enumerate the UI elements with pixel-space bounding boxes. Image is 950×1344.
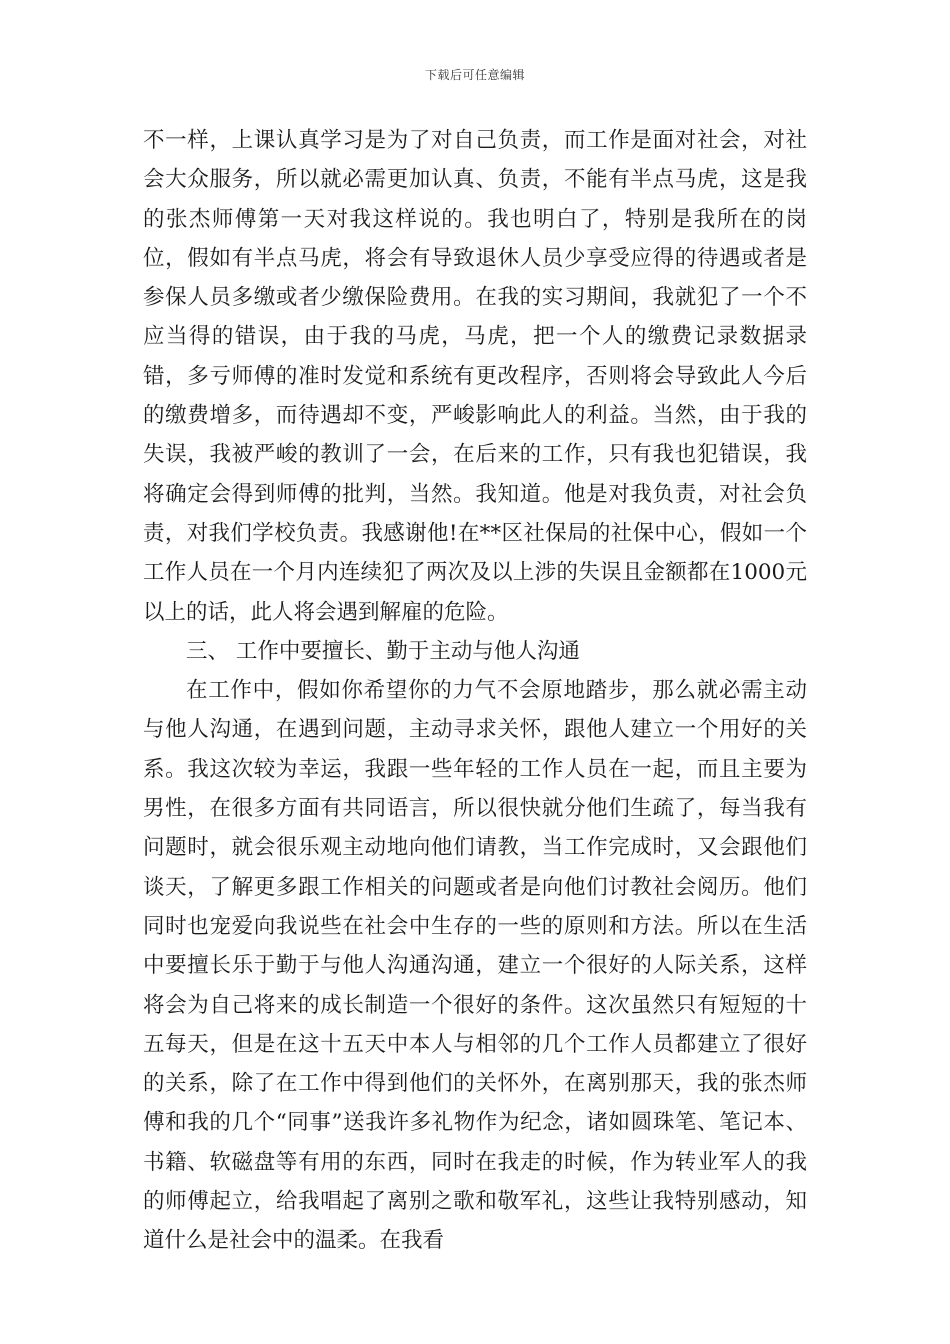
document-body bbox=[143, 121, 807, 1261]
paragraph-mistakes: 不一样，上课认真学习是为了对自己负责，而工作是面对社会，对社会大众服务，所以就必需更加认真、负责，不能有半点马虎，这是我的张杰师傅第一天对我这样说的。我也明白了，特别是我所在的岗位，假如有半点马虎，将会有导致退休人员少享受应得的待遇或者是参保人员多缴或者少缴保险费用。在我的实习期间，我就犯了一个不应当得的错误，由于我的马虎，马虎，把一个人的缴费记录数据录错，多亏师傅的准时发觉和系统有更改程序，否则将会导致此人今后的缴费增多，而待遇却不变，严峻影响此人的利益。当然，由于我的失误，我被严峻的教训了一会，在后来的工作，只有我也犯错误，我将确定会得到师傅的批判，当然。我知道。他是对我负责，对社会负责，对我们学校负责。我感谢他!在**区社保局的社保中心，假如一个工作人员在一个月内连续犯了两次及以上涉的失误且金额都在1000元以上的话，此人将会遇到解雇的危险。 bbox=[143, 128, 807, 625]
paragraph-communication: 在工作中，假如你希望你的力气不会原地踏步，那么就必需主动与他人沟通，在遇到问题，主动寻求关怀，跟他人建立一个用好的关系。我这次较为幸运，我跟一些年轻的工作人员在一起，而且主要为男性，在很多方面有共同语言，所以很快就分他们生疏了，每当我有问题时，就会很乐观主动地向他们请教，当工作完成时，又会跟他们谈天，了解更多跟工作相关的问题或者是向他们讨教社会阅历。他们同时也宠爱向我说些在社会中生存的一些的原则和方法。所以在生活中要擅长乐于勤于与他人沟通沟通，建立一个很好的人际关系，这样将会为自己将来的成长制造一个很好的条件。这次虽然只有短短的十五每天，但是在这十五天中本人与相邻的几个工作人员都建立了很好的关系，除了在工作中得到他们的关怀外，在离别那天，我的张杰师傅和我的几个“同事”送我许多礼物作为纪念，诸如圆珠笔、笔记本、书籍、软磁盘等有用的东西，同时在我走的时候，作为转业军人的我的师傅起立，给我唱起了离别之歌和敬军礼，这些让我特别感动，知道什么是社会中的温柔。在我看 bbox=[143, 678, 807, 1254]
page-header: 下载后可任意编辑 bbox=[424, 68, 525, 82]
section-heading-communication: 三、 工作中要擅长、勤于主动与他人沟通 bbox=[186, 638, 580, 664]
